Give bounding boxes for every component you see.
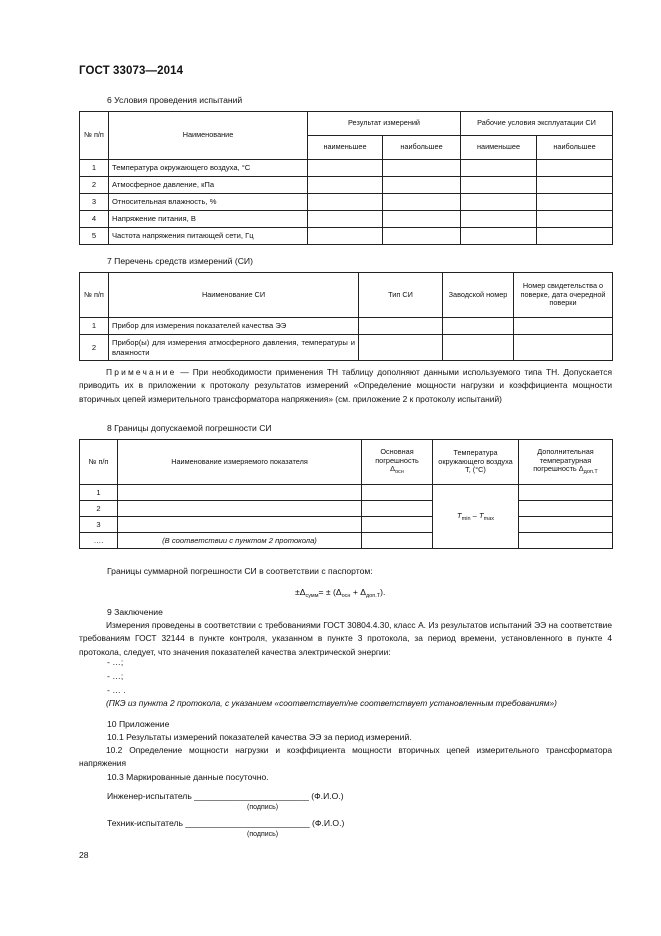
appendix-item-1: 10.1 Результаты измерений показателей качества ЭЭ за период измерений.: [107, 732, 412, 742]
appendix-item-2: 10.2 Определение мощности нагрузки и коэффициента мощности вторичных цепей измерительного трансформатора напряжения: [79, 745, 612, 769]
note-label: Примечание: [106, 367, 177, 377]
col-result-max: наибольшее: [383, 136, 461, 160]
col-result-min: наименьшее: [308, 136, 383, 160]
col-num: № п/п: [80, 112, 109, 160]
col-serial: Заводской номер: [443, 273, 514, 318]
col-num: № п/п: [80, 440, 118, 485]
sum-formula: $\pm\Delta_{сумм}= \pm (\Delta_{осн} + \Delta_{доп.T})$.: [295, 587, 386, 599]
section-6-title: 6 Условия проведения испытаний: [107, 95, 243, 105]
col-work-max: наибольшее: [537, 136, 613, 160]
col-num: № п/п: [80, 273, 109, 318]
col-type: Тип СИ: [359, 273, 443, 318]
temp-range: $T_{min} - T_{max}$: [433, 485, 519, 549]
note: [79, 366, 612, 406]
section-7-title: 7 Перечень средств измерений (СИ): [107, 256, 253, 266]
sum-text: Границы суммарной погрешности СИ в соответствии с паспортом:: [107, 566, 373, 576]
table-row: 3 Относительная влажность, %: [80, 194, 613, 211]
table-row: 1 Прибор для измерения показателей качества ЭЭ: [80, 318, 613, 335]
note-text: — При необходимости применения ТН таблицу дополняют данными используемого типа ТН. Допускается приводить их в приложении к протоколу результатов измерений «Определение мощности нагрузки и коэффициента мощности вторичных цепей измерительного трансформатора напряжения» (см. приложение 2 к протоколу испытаний): [79, 367, 612, 404]
col-result: Результат измерений: [308, 112, 461, 136]
conclusion-text: Измерения проведены в соответствии с требованиями ГОСТ 30804.4.30, класс А. Из результатов испытаний ЭЭ на соответствие требованиям ГОСТ 32144 в пункте контроля, указанном в пункте 3 протокола, за период времени, установленного в пункте 4 протокола, следует, что значения показателей качества электрической энергии:: [79, 620, 612, 657]
document-header: ГОСТ 33073—2014: [79, 65, 184, 77]
table-row: …. (В соответствии с пунктом 2 протокола): [80, 533, 613, 549]
table-row: 1 Температура окружающего воздуха, °С: [80, 160, 613, 177]
col-cert: Номер свидетельства о поверке, дата очередной поверки: [514, 273, 613, 318]
table-row: 2: [80, 501, 613, 517]
col-basic: Основная погрешность $\Delta_{осн}$: [362, 440, 433, 485]
bullet-1: - …;: [107, 657, 124, 667]
table-row: 3: [80, 517, 613, 533]
engineer-signature-caption: (подпись): [247, 804, 279, 811]
bullet-3: - … .: [107, 685, 126, 695]
section-9-title: 9 Заключение: [107, 607, 163, 617]
table-row: 2 Прибор(ы) для измерения атмосферного давления, температуры и влажности: [80, 335, 613, 361]
table-row: 5 Частота напряжения питающей сети, Гц: [80, 228, 613, 245]
section-8-title: 8 Границы допускаемой погрешности СИ: [107, 423, 272, 433]
errors-table: [79, 439, 613, 549]
technician-signature-caption: (подпись): [247, 831, 279, 838]
instruments-table: [79, 272, 613, 361]
table-row: 4 Напряжение питания, В: [80, 211, 613, 228]
table-row: 2 Атмосферное давление, кПа: [80, 177, 613, 194]
technician-signature: Техник-испытатель __________________________ (Ф.И.О.): [107, 818, 345, 828]
appendix-item-3: 10.3 Маркированные данные посуточно.: [107, 772, 269, 782]
engineer-signature: Инженер-испытатель ________________________ (Ф.И.О.): [107, 791, 344, 801]
col-temp: Температура окружающего воздуха T, (°С): [433, 440, 519, 485]
col-name: Наименование СИ: [109, 273, 359, 318]
page-number: 28: [79, 850, 89, 860]
col-name: Наименование измеряемого показателя: [118, 440, 362, 485]
table-row: 1 $T_{min} - T_{max}$: [80, 485, 613, 501]
conclusion-note: (ПКЭ из пункта 2 протокола, с указанием «соответствует/не соответствует установленным требованиям»): [106, 698, 557, 708]
col-add: Дополнительная температурная погрешность $\Delta_{доп.T}$: [519, 440, 613, 485]
col-name: Наименование: [109, 112, 308, 160]
bullet-2: - …;: [107, 671, 124, 681]
conditions-table: [79, 111, 613, 245]
section-10-title: 10 Приложение: [107, 719, 170, 729]
col-work-min: наименьшее: [461, 136, 537, 160]
col-work: Рабочие условия эксплуатации СИ: [461, 112, 613, 136]
